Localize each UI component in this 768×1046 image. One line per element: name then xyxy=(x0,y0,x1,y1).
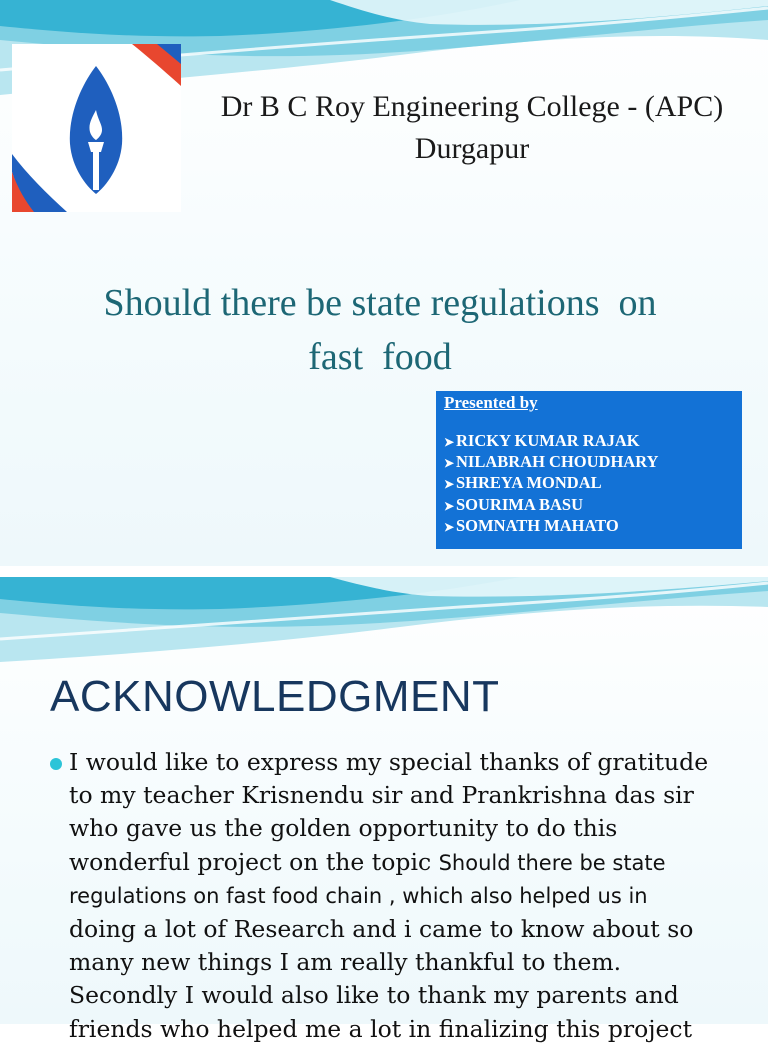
presenter-name: SHREYA MONDAL xyxy=(456,473,602,493)
acknowledgment-body xyxy=(69,746,729,1046)
bullet-icon xyxy=(50,758,62,770)
arrow-bullet-icon: ➤ xyxy=(444,456,455,471)
body-line: many new things I am really thankful to them. xyxy=(69,948,622,977)
presenter-name: SOURIMA BASU xyxy=(456,494,583,514)
college-name-line1: Dr B C Roy Engineering College - (APC) xyxy=(220,90,724,123)
presenter-item xyxy=(444,516,658,537)
body-line-part: wonderful project on the topic xyxy=(69,847,439,876)
arrow-bullet-icon: ➤ xyxy=(444,435,455,449)
presenter-name: NILABRAH CHOUDHARY xyxy=(456,452,659,472)
college-name-line2: Durgapur xyxy=(414,132,530,165)
topic-line2: fast food xyxy=(308,336,452,378)
header-wave-decoration xyxy=(0,577,768,687)
torch-logo-icon xyxy=(12,44,181,212)
presenter-name: RICKY KUMAR RAJAK xyxy=(456,431,640,450)
presenters-box xyxy=(436,391,742,549)
presenters-heading: Presented by xyxy=(444,393,538,412)
body-line: Secondly I would also like to thank my parents and xyxy=(69,981,679,1010)
acknowledgment-title: ACKNOWLEDGMENT xyxy=(50,672,500,721)
presentation-topic xyxy=(30,276,730,384)
body-line: to my teacher Krisnendu sir and Prankrishna das sir xyxy=(69,781,694,810)
presenter-item xyxy=(444,452,658,473)
college-name xyxy=(176,86,768,170)
body-line: doing a lot of Research and i came to know about so xyxy=(69,915,694,944)
presenter-item xyxy=(444,431,658,452)
arrow-bullet-icon: ➤ xyxy=(444,477,455,492)
body-line xyxy=(69,846,729,880)
body-line: who gave us the golden opportunity to do this xyxy=(69,814,618,843)
presenter-item xyxy=(444,473,658,494)
arrow-bullet-icon: ➤ xyxy=(444,498,455,513)
presenter-name: SOMNATH MAHATO xyxy=(456,515,619,535)
arrow-bullet-icon: ➤ xyxy=(444,519,455,534)
body-line: friends who helped me a lot in finalizing this project xyxy=(69,1014,693,1043)
body-line: regulations on fast food chain , which also helped us in xyxy=(69,883,648,908)
topic-line1: Should there be state regulations on xyxy=(103,282,657,324)
presenters-list xyxy=(444,431,658,537)
slide-divider xyxy=(0,566,768,577)
acknowledgment-slide xyxy=(0,577,768,1043)
body-line: I would like to express my special thanks of gratitude xyxy=(69,748,709,776)
body-line-topic: Should there be state xyxy=(438,850,666,875)
college-logo xyxy=(12,44,181,212)
presenter-item xyxy=(444,495,658,516)
